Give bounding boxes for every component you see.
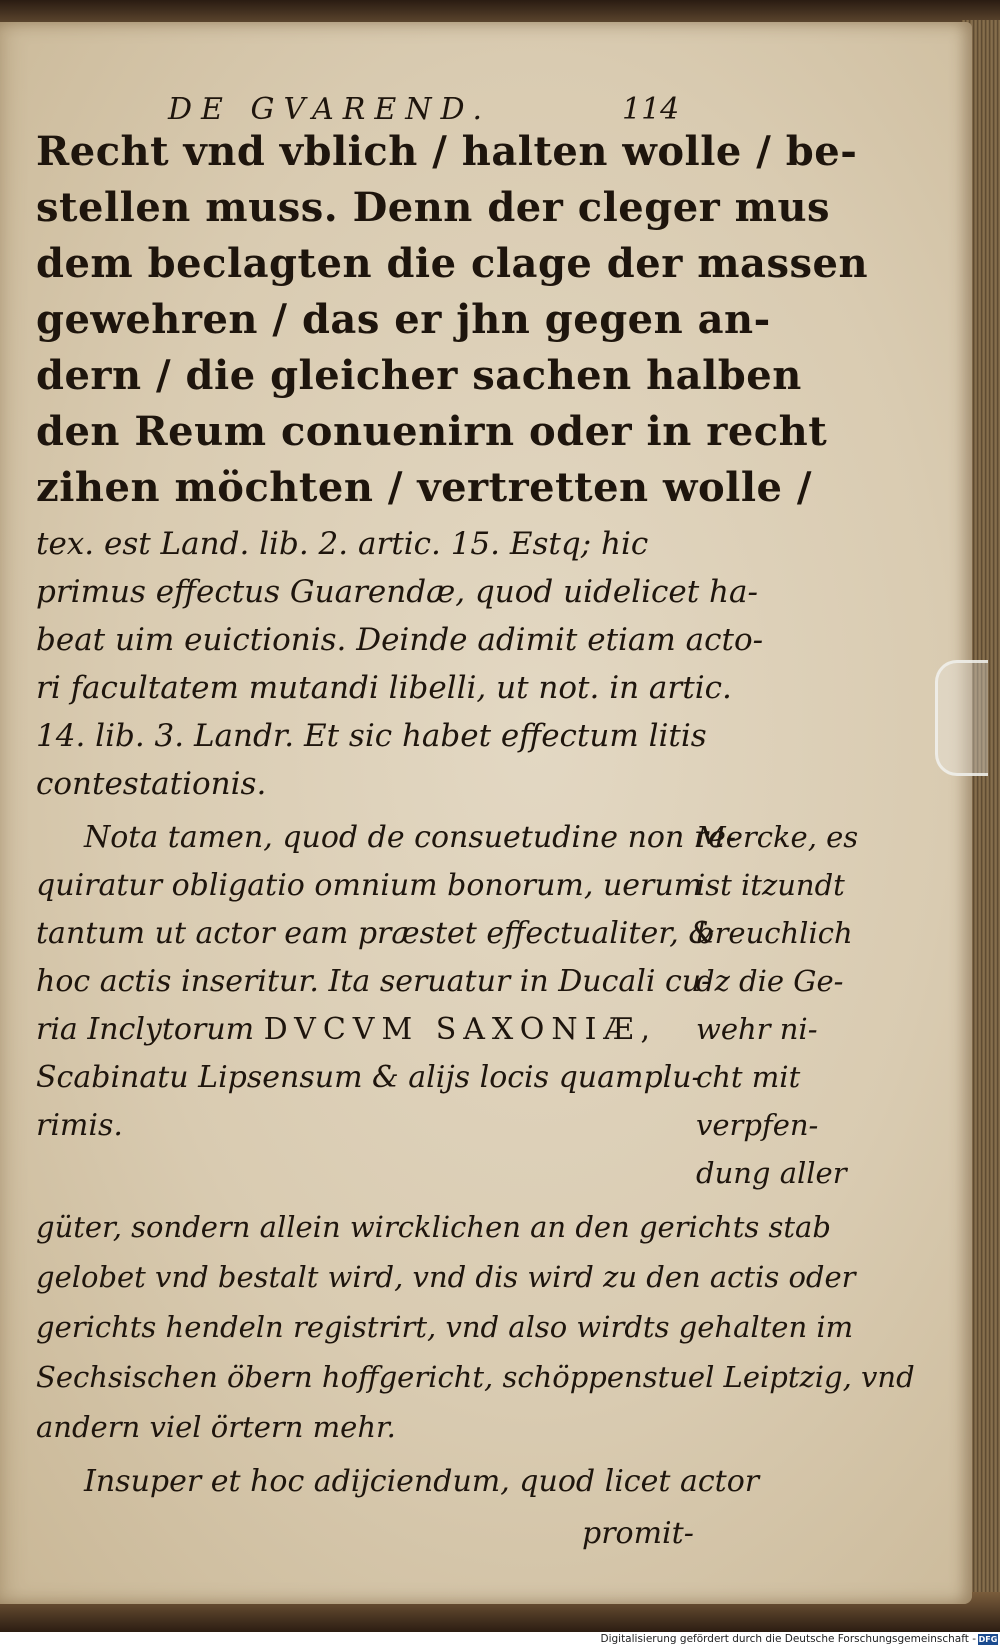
latin-line-text: ria Inclytorum xyxy=(36,1012,255,1047)
latin-line: contestationis. xyxy=(36,766,267,802)
latin-line: primus effectus Guarendæ, quod uidelicet ha- xyxy=(36,574,758,610)
dfg-logo: DFG xyxy=(978,1635,998,1644)
margin-note-line: cht mit xyxy=(696,1060,801,1094)
margin-note-line: breuchlich xyxy=(696,916,853,950)
latin-line: tex. est Land. lib. 2. artic. 15. Estq; hic xyxy=(36,526,649,562)
latin-line: quiratur obligatio omnium bonorum, uerum xyxy=(36,868,703,903)
margin-note-line: verpfen- xyxy=(696,1108,819,1142)
margin-note-line: dung aller xyxy=(696,1156,847,1190)
latin-line: Scabinatu Lipsensum & alijs locis quamplu- xyxy=(36,1060,702,1095)
catchword: promit- xyxy=(582,1516,694,1551)
latin-line: rimis. xyxy=(36,1108,123,1143)
folio-number: 114 xyxy=(622,92,680,127)
fraktur-line: den Reum conuenirn oder in recht xyxy=(36,408,828,455)
running-head: DE GVAREND. xyxy=(168,92,492,127)
fraktur-line: dem beclagten die clage der massen xyxy=(36,240,869,287)
german-line: güter, sondern allein wircklichen an den gerichts stab xyxy=(36,1210,831,1244)
latin-line xyxy=(36,1012,657,1047)
fraktur-line: dern / die gleicher sachen halben xyxy=(36,352,802,399)
fraktur-line: stellen muss. Denn der cleger mus xyxy=(36,184,831,231)
latin-line: beat uim euictionis. Deinde adimit etiam acto- xyxy=(36,622,764,658)
funding-notice: Digitalisierung gefördert durch die Deutsche Forschungsgemeinschaft - xyxy=(600,1633,976,1645)
margin-note-line: dz die Ge- xyxy=(696,964,844,998)
fraktur-line: Recht vnd vblich / halten wolle / be- xyxy=(36,128,858,175)
german-line: gelobet vnd bestalt wird, vnd dis wird zu den actis oder xyxy=(36,1260,856,1294)
german-line: andern viel örtern mehr. xyxy=(36,1410,396,1444)
ducum-saxoniae: DVCVM SAXONIÆ, xyxy=(263,1012,658,1047)
latin-line: Insuper et hoc adijciendum, quod licet actor xyxy=(84,1464,760,1499)
fraktur-line: zihen möchten / vertretten wolle / xyxy=(36,464,813,511)
page-clip xyxy=(935,660,988,776)
footer-bar xyxy=(0,1632,1000,1647)
margin-note-line: ist itzundt xyxy=(696,868,845,902)
latin-line: hoc actis inseritur. Ita seruatur in Ducali cu- xyxy=(36,964,712,999)
margin-note-line: wehr ni- xyxy=(696,1012,818,1046)
latin-line: Nota tamen, quod de consuetudine non re- xyxy=(84,820,737,855)
german-line: Sechsischen öbern hoffgericht, schöppenstuel Leiptzig, vnd xyxy=(36,1360,915,1394)
german-line: gerichts hendeln registrirt, vnd also wirdts gehalten im xyxy=(36,1310,854,1344)
margin-note-line: Mercke, es xyxy=(696,820,859,854)
fraktur-line: gewehren / das er jhn gegen an- xyxy=(36,296,771,343)
latin-line: ri facultatem mutandi libelli, ut not. in artic. xyxy=(36,670,732,706)
latin-line: 14. lib. 3. Landr. Et sic habet effectum litis xyxy=(36,718,707,754)
latin-line: tantum ut actor eam præstet effectualiter, & xyxy=(36,916,716,951)
